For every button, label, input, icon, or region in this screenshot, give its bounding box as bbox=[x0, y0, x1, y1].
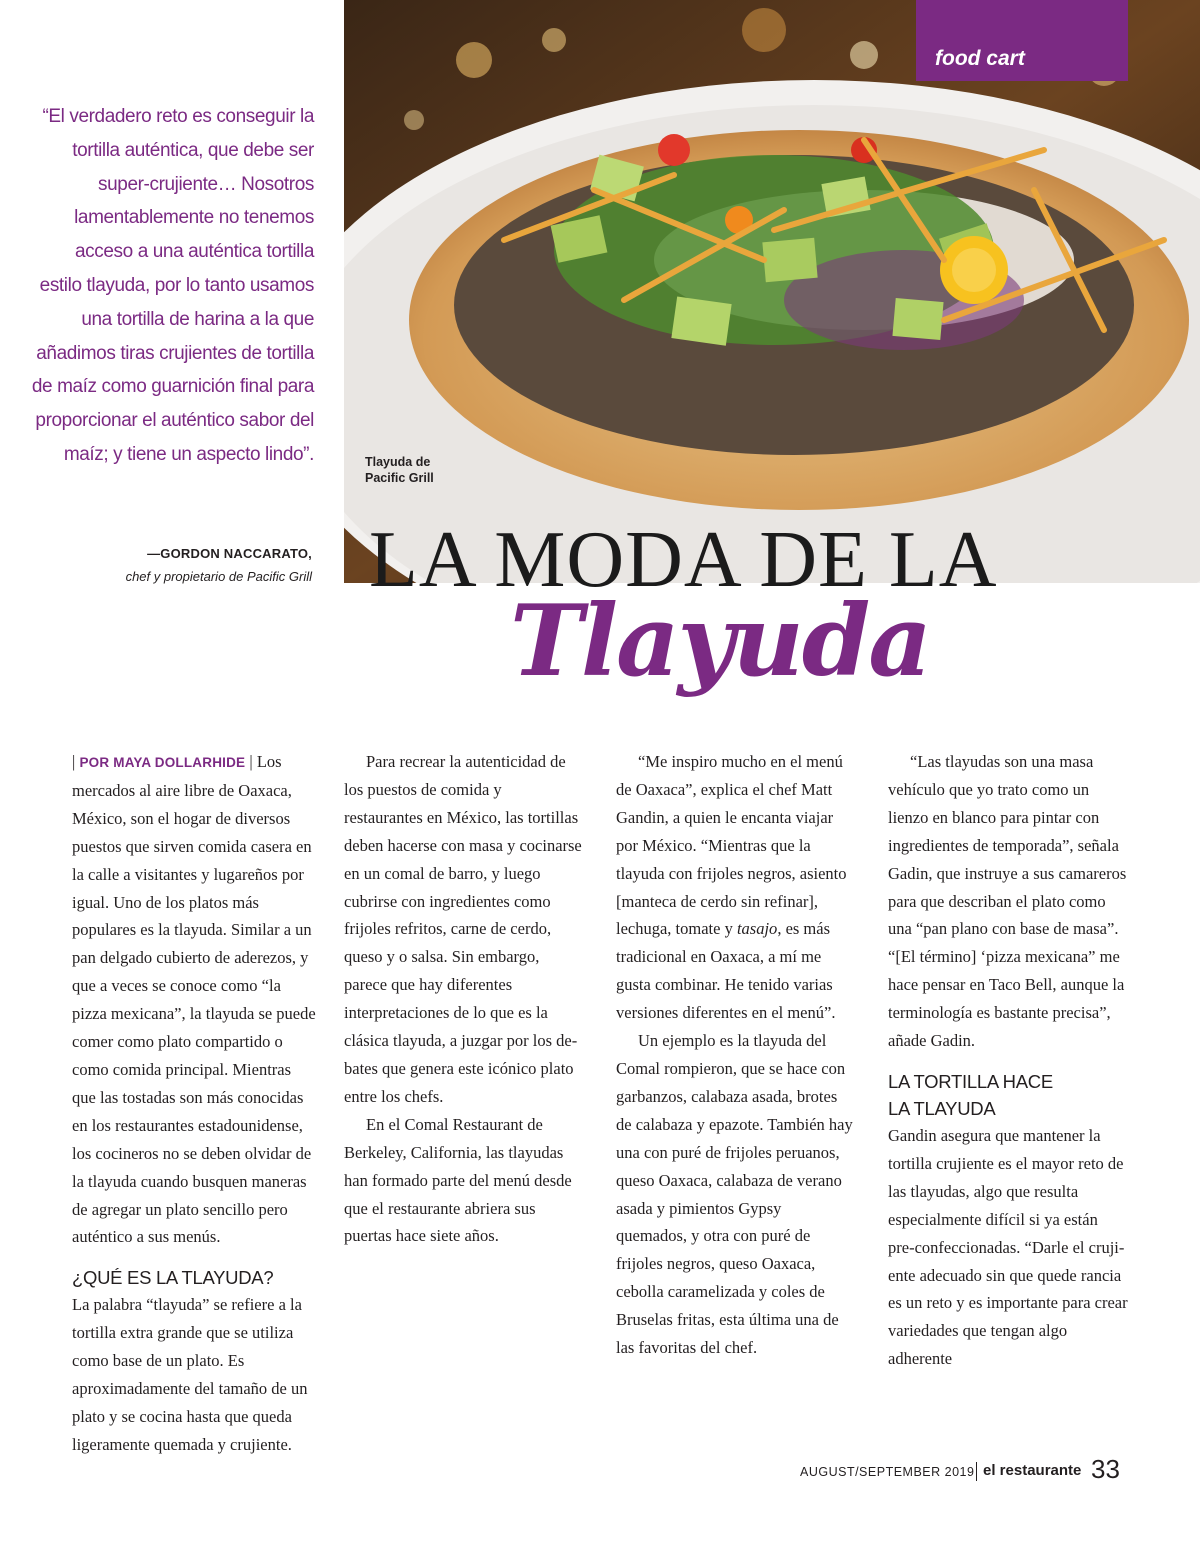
article-paragraph: La palabra “tlayuda” se refiere a la tortilla extra grande que se utiliza como base de un plato. Es aproximadamente del tamaño de un plato y se cocina hasta que queda ligeramente quemada y crujiente. bbox=[72, 1295, 308, 1454]
article-column-3 bbox=[616, 748, 856, 1362]
subheading bbox=[888, 1068, 1128, 1122]
article-paragraph bbox=[72, 748, 316, 1251]
article-paragraph: Gandin asegura que mantener la tortilla crujiente es el mayor reto de las tlayudas, algo que resulta especialmente difícil si ya están pre-confeccionadas. “Darle el crujiente adecuado sin que quede rancia es un reto y es importante para crear variedades que tengan algo adherente bbox=[888, 1125, 1128, 1369]
pull-quote: “El verdadero reto es conseguir la tortilla auténtica, que debe ser super-crujiente… Nosotros lamentablemente no tenemos acceso a una auténtica tortilla estilo tlayuda, por lo tanto usamos una tortilla de harina a la que añadimos tiras crujientes de tortilla de maíz como guarnición final para proporcionar el auténtico sabor del maíz; y tiene un aspecto lindo”. bbox=[31, 106, 314, 465]
issue-date: AUGUST/SEPTEMBER 2019 bbox=[800, 1465, 975, 1479]
article-column-2 bbox=[344, 748, 584, 1250]
page-number: 33 bbox=[1091, 1454, 1120, 1484]
article-column-4 bbox=[888, 748, 1128, 1373]
byline-divider: | bbox=[245, 752, 257, 771]
paragraph-text: , es más tradicional en Oaxaca, a mí me gusta combinar. He tenido varias versiones diferentes en el menú”. bbox=[616, 919, 836, 1023]
article-paragraph: “Las tlayudas son una masa vehículo que yo trato como un lienzo en blanco para pintar con ingredientes de temporada”, señala Gadin, que instruye a sus camareros para que describan el plato como una “pan plano con base de masa”. “[El término] ‘pizza mexicana” me hace pensar en Taco Bell, aunque la terminología es bastante precisa”, añade Gadin. bbox=[888, 752, 1127, 1051]
photo-caption bbox=[365, 454, 434, 486]
article-paragraph bbox=[616, 748, 856, 1027]
headline-line-2: Tlayuda bbox=[510, 584, 930, 699]
emphasis-text: tasajo bbox=[736, 919, 778, 939]
article-paragraph: En el Comal Restaurant de Berkeley, California, las tlayudas han formado parte del menú desde que el restaurante abriera sus puertas hace siete años. bbox=[344, 1114, 572, 1246]
article-paragraph: Para recrear la autenticidad de los puestos de comida y restaurantes en México, las tortillas deben hacerse con masa y cocinarse en un comal de barro, y luego cubrirse con ingredientes como frijoles refritos, carne de cerdo, queso y o salsa. Sin embargo, parece que hay diferentes interpretaciones de lo que es la clásica tlayuda, a juzgar por los debates que genera este icónico plato entre los chefs. bbox=[344, 752, 582, 1106]
subheading-line: LA TORTILLA HACE bbox=[888, 1070, 1053, 1092]
caption-line: Tlayuda de bbox=[365, 455, 431, 469]
caption-line: Pacific Grill bbox=[365, 471, 434, 485]
subheading-line: LA TLAYUDA bbox=[888, 1097, 996, 1119]
byline-divider: | bbox=[72, 752, 80, 771]
section-tag: food cart bbox=[935, 47, 1025, 70]
subheading: ¿QUÉ ES LA TLAYUDA? bbox=[72, 1267, 274, 1289]
tlayuda-illustration bbox=[344, 0, 1200, 583]
headline-line-1: LA MODA DE LA bbox=[369, 516, 998, 604]
article-paragraph: Un ejemplo es la tlayuda del Comal rompieron, que se hace con garbanzos, calabaza asada, brotes de calabaza y epazote. También hay una con puré de frijoles peruanos, queso Oaxaca, calabaza de verano asada y pimientos Gypsy quemados, y otra con puré de frijoles negros, queso Oaxaca, cebolla caramelizada y coles de Bruselas fritas, esta última una de las favoritas del chef. bbox=[616, 1031, 853, 1358]
paragraph-text: “Me inspiro mucho en el menú de Oaxaca”, explica el chef Matt Gandin, a quien le encanta viajar por México. “Mientras que la tlayuda con frijoles negros, asiento [manteca de cerdo sin refinar], lechuga, tomate y bbox=[616, 752, 847, 939]
quote-role: chef y propietario de Pacific Grill bbox=[125, 569, 312, 584]
paragraph-text: Los mercados al aire libre de Oaxaca, México, son el hogar de diversos puestos que sirven comida casera en la calle a visitantes y lugareños por igual. Uno de los platos más populares es la tlayuda. Similar a un pan delgado cubierto de aderezos, y que a veces se conoce como “la pizza mexicana”, la tlayuda se puede comer como plato compartido o como comida principal. Mientras que las tostadas son más conocidas en los restaurantes estadounidense, los cocineros no se deben olvidar de la tlayuda cuando busquen maneras de agregar un plato sencillo pero auténtico a sus menús. bbox=[72, 752, 316, 1247]
tlayuda-photo bbox=[344, 0, 1200, 583]
byline: POR MAYA DOLLARHIDE bbox=[79, 755, 246, 770]
article-column-1 bbox=[72, 748, 316, 1459]
quote-author: —GORDON NACCARATO, bbox=[147, 546, 312, 561]
page-footer bbox=[800, 1454, 1120, 1484]
footer-divider bbox=[976, 1462, 977, 1481]
magazine-name: el restaurante bbox=[983, 1462, 1082, 1479]
